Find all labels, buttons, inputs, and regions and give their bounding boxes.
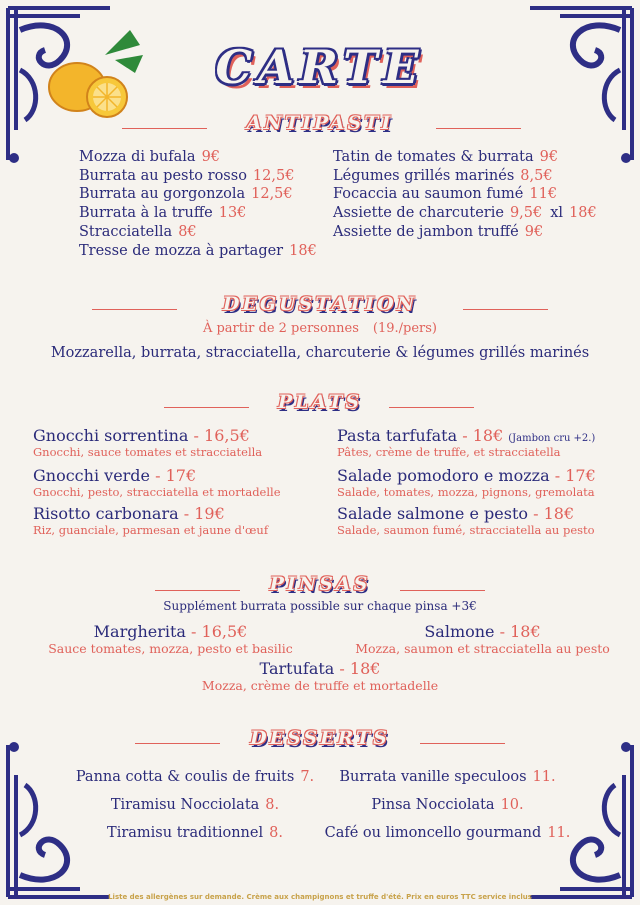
section-heading-degustation: DEGUSTATION xyxy=(222,293,418,315)
list-item: Margherita - 16,5€ Sauce tomates, mozza, pesto et basilic xyxy=(48,622,293,656)
list-item: Légumes grillés marinés 8,5€ xyxy=(333,167,553,184)
list-item: Panna cotta & coulis de fruits 7. xyxy=(75,769,315,785)
list-item: Mozza di bufala 9€ xyxy=(79,149,221,165)
list-item: Pasta tarfufata - 18€ (Jambon cru +2.) Pâtes, crème de truffe, et stracciatella xyxy=(337,426,596,459)
list-item: Tiramisu Nocciolata 8. xyxy=(110,797,280,813)
list-item: Salade salmone e pesto - 18€ Salade, saumon fumé, stracciatella au pesto xyxy=(337,504,595,537)
degustation-description: Mozzarella, burrata, stracciatella, charcuterie & légumes grillés marinés xyxy=(50,345,590,361)
desserts-left-list xyxy=(60,763,330,847)
list-item: Assiette de charcuterie 9,5€ xl 18€ xyxy=(333,205,597,222)
list-item: Tiramisu traditionnel 8. xyxy=(107,825,283,841)
list-item: Burrata au gorgonzola 12,5€ xyxy=(79,186,293,203)
list-item: Burrata à la truffe 13€ xyxy=(79,205,247,222)
list-item: Gnocchi sorrentina - 16,5€ Gnocchi, sauce tomates et stracciatella xyxy=(33,426,263,459)
list-item: Tartufata - 18€ Mozza, crème de truffe et mortadelle xyxy=(201,659,439,693)
list-item: Tresse de mozza à partager 18€ xyxy=(79,242,317,259)
pinsas-supplement: Supplément burrata possible sur chaque pinsa +3€ xyxy=(163,599,477,613)
list-item: Assiette de jambon truffé 9€ xyxy=(333,223,544,240)
section-heading-plats: PLATS xyxy=(277,391,363,413)
section-heading-desserts: DESSERTS xyxy=(250,727,390,749)
list-item: Tatin de tomates & burrata 9€ xyxy=(333,149,559,165)
list-item: Salade pomodoro e mozza - 17€ Salade, tomates, mozza, pignons, gremolata xyxy=(337,466,596,499)
list-item: Salmone - 18€ Mozza, saumon et stracciatella au pesto xyxy=(355,622,610,656)
desserts-right-list xyxy=(320,763,575,847)
list-item: Café ou limoncello gourmand 11. xyxy=(324,825,571,841)
antipasti-right-list xyxy=(333,148,597,242)
list-item: Risotto carbonara - 19€ Riz, guanciale, parmesan et jaune d'œuf xyxy=(33,504,269,537)
section-heading-antipasti: ANTIPASTI xyxy=(246,112,394,134)
list-item: Focaccia au saumon fumé 11€ xyxy=(333,186,558,203)
list-item: Burrata vanille speculoos 11. xyxy=(339,769,556,785)
antipasti-left-list xyxy=(79,148,317,260)
degustation-subtitle: À partir de 2 personnes (19./pers) xyxy=(202,321,438,336)
list-item: Gnocchi verde - 17€ Gnocchi, pesto, stracciatella et mortadelle xyxy=(33,466,281,499)
page-title: CARTE xyxy=(215,40,425,94)
section-heading-pinsas: PINSAS xyxy=(269,573,371,595)
plats-right-list xyxy=(337,426,596,537)
list-item: Stracciatella 8€ xyxy=(79,223,197,240)
list-item: Pinsa Nocciolata 10. xyxy=(371,797,524,813)
footer-note: Liste des allergènes sur demande. Crème aux champignons et truffe d'été. Prix en euros TTC service inclus xyxy=(108,893,532,901)
plats-left-list xyxy=(33,426,281,537)
list-item: Burrata au pesto rosso 12,5€ xyxy=(79,167,295,184)
